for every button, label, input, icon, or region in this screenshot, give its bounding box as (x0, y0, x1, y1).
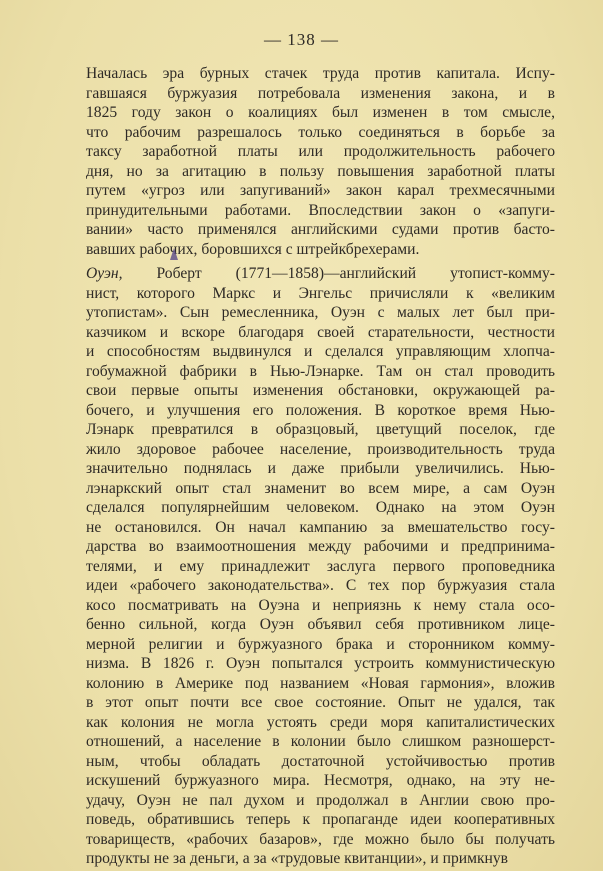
text-line (86, 791, 555, 811)
text-line (86, 849, 555, 869)
line-text: в этот опыт почти все свое состояние. Опыт не удался, так (86, 694, 555, 711)
line-text: и способностям выдвинулся и сделался управляющим хлопча- (86, 343, 555, 360)
text-line (86, 674, 555, 694)
line-text: как колония не могла устоять среди моря капиталистических (86, 713, 555, 731)
line-text: гавшаяся буржуазия потребовала изменения закона, и в (86, 84, 555, 102)
line-text: вании» часто применялся английскими судами против басто- (86, 221, 555, 238)
text-line (86, 635, 555, 655)
text-line (86, 240, 555, 260)
line-text: мерной религии и буржуазного брака и сторонником комму- (86, 635, 555, 653)
line-text: 1825 году закон о коалициях был изменен в том смысле, (86, 104, 555, 121)
text-line (86, 342, 555, 362)
text-line (86, 654, 555, 674)
entry-term: Оуэн, (86, 265, 123, 282)
line-text: низма. В 1826 г. Оуэн попытался устроить коммунистическую (86, 655, 555, 672)
line-text: лэнаркский опыт стал знаменит во всем мире, а сам Оуэн (86, 479, 555, 497)
text-line (86, 220, 555, 240)
line-text: отношений, а население в колонии было слишком разношерст- (86, 733, 555, 750)
line-text: свои первые опыты изменения обстановки, окружающей ра- (86, 382, 555, 399)
text-line (86, 264, 555, 284)
text-line (86, 596, 555, 616)
text-line (86, 381, 555, 401)
line-text: бенно сильной, когда Оуэн объявил себя противником лице- (86, 616, 555, 633)
text-line (86, 181, 555, 201)
text-line (86, 732, 555, 752)
text-line (86, 713, 555, 733)
paragraph-owen (86, 264, 555, 869)
line-text: ным, чтобы обладать достаточной устойчивостью против (86, 752, 555, 770)
ink-mark (170, 248, 178, 260)
text-line (86, 498, 555, 518)
paragraph-strikes (86, 64, 555, 259)
line-text: искушений буржуазного мира. Несмотря, однако, на эту не- (86, 772, 555, 789)
line-text: утопистам». Сын ремесленника, Оуэн с малых лет был при- (86, 304, 555, 321)
line-text: таксу заработной платы или продолжительность рабочего (86, 143, 555, 160)
line-text: косо посматривать на Оуэна и неприязнь к нему стала осо- (86, 596, 555, 614)
line-text: гобумажной фабрики в Нью-Лэнарке. Там он стал проводить (86, 362, 555, 380)
text-line (86, 303, 555, 323)
line-text: казчиком и вскоре благодаря своей старательности, честности (86, 323, 555, 341)
text-line (86, 576, 555, 596)
line-text: телями, и ему принадлежит заслуга первого проповедника (86, 557, 555, 575)
text-line (86, 830, 555, 850)
text-line (86, 401, 555, 421)
text-line (86, 162, 555, 182)
text-line (86, 752, 555, 772)
line-text: что рабочим разрешалось только соединяться в борьбе за (86, 123, 555, 141)
text-line (86, 557, 555, 577)
line-text: не остановился. Он начал кампанию за вмешательство госу- (86, 518, 555, 536)
line-text: удачу, Оуэн не пал духом и продолжал в Англии свою про- (86, 791, 555, 809)
text-line (86, 518, 555, 538)
text-line (86, 459, 555, 479)
line-text: сделался популярнейшим человеком. Однако на этом Оуэн (86, 499, 555, 516)
text-line (86, 440, 555, 460)
text-line (86, 284, 555, 304)
line-text: Лэнарк превратился в образцовый, цветущий поселок, где (86, 421, 555, 438)
line-text: дня, но за агитацию в пользу повышения заработной платы (86, 162, 555, 180)
text-line (86, 142, 555, 162)
line-text: поведь, обратившись теперь к пропаганде идеи кооперативных (86, 811, 555, 828)
text-line (86, 771, 555, 791)
line-text: дарства во взаимоотношения между рабочими и предпринима- (86, 538, 555, 555)
line-text: идеи «рабочего законодательства». С тех пор буржуазия стала (86, 577, 555, 594)
text-line (86, 201, 555, 221)
page-number: — 138 — (264, 30, 339, 49)
text-line (86, 537, 555, 557)
text-line (86, 810, 555, 830)
text-line (86, 693, 555, 713)
line-text: продукты не за деньги, а за «трудовые квитанции», и примкнув (86, 850, 509, 867)
text-line (86, 420, 555, 440)
line-text: вавших рабочих, боровшихся с штрейкбрехерами. (86, 240, 420, 258)
line-text: бочего, и улучшения его положения. В короткое время Нью- (86, 401, 555, 419)
line-text: нист, которого Маркс и Энгельс причисляли к «великим (86, 284, 555, 302)
line-text: значительно поднялась и даже прибыли увеличились. Нью- (86, 460, 555, 477)
line-text: товариществ, «рабочих базаров», где можно было бы получать (86, 830, 555, 848)
text-line (86, 123, 555, 143)
text-line (86, 479, 555, 499)
text-line (86, 64, 555, 84)
text-line (86, 103, 555, 123)
line-text: жило здоровое рабочее население, производительность труда (86, 440, 555, 458)
line-text: путем «угроз или запугиваний» закон карал трехмесячными (86, 182, 555, 199)
text-line (86, 84, 555, 104)
line-text: принудительными работами. Впоследствии закон о «запуги- (86, 201, 555, 219)
line-text: Роберт (1771—1858)—английский утопист-комму- (156, 265, 555, 282)
text-line (86, 362, 555, 382)
text-line (86, 615, 555, 635)
line-text: колонию в Америке под названием «Новая гармония», вложив (86, 674, 555, 692)
text-line (86, 323, 555, 343)
line-text: Началась эра бурных стачек труда против капитала. Испу- (86, 65, 555, 82)
